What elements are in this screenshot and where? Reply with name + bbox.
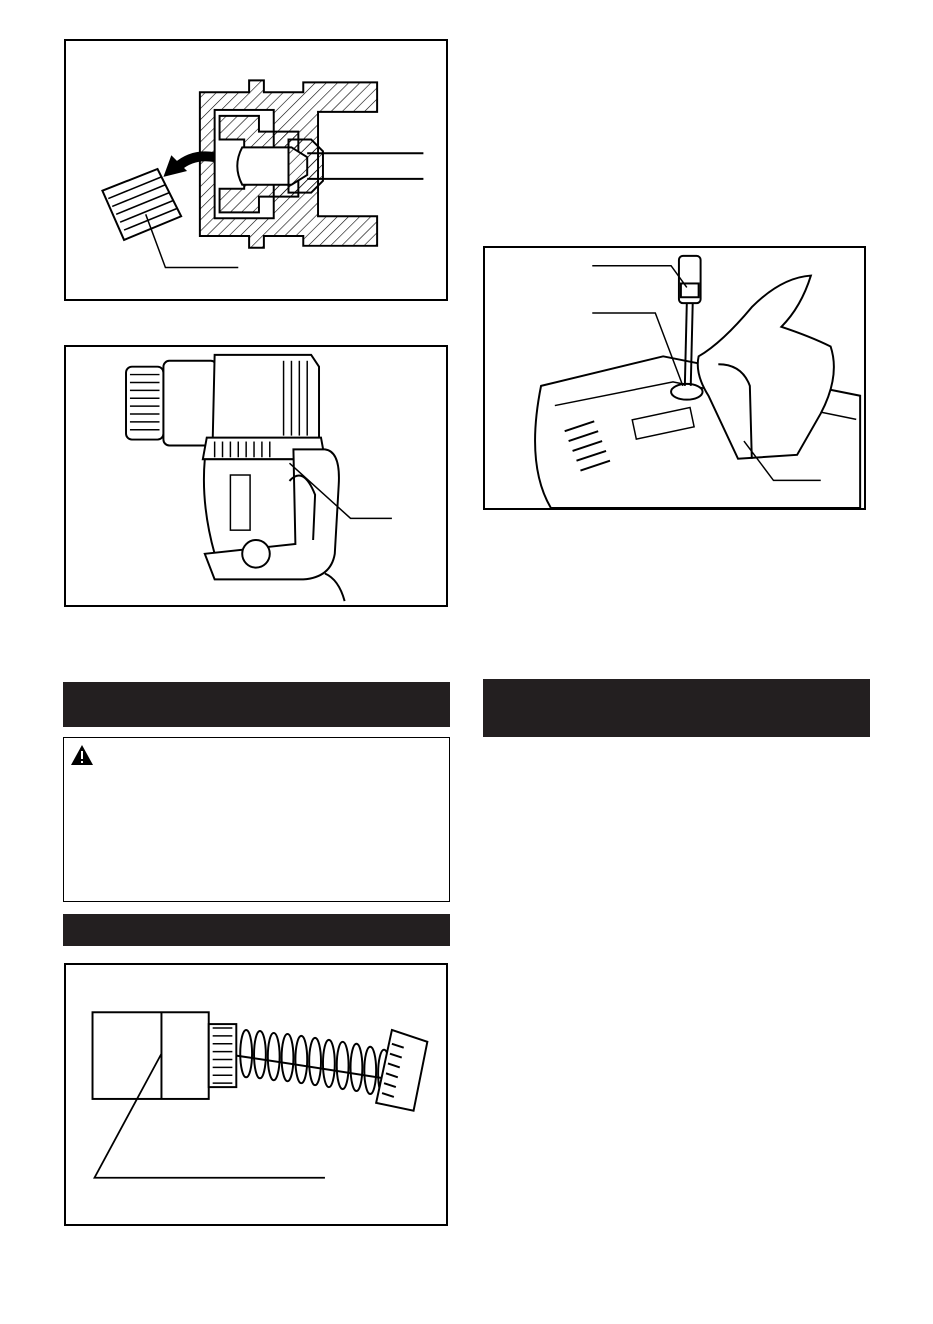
subsection-heading-bar-left bbox=[63, 914, 450, 946]
figure-screwdriver-cap bbox=[483, 246, 866, 510]
brush-holder-cap-icon bbox=[485, 248, 864, 508]
figure-bit-grease-section bbox=[64, 39, 448, 301]
spring-icon bbox=[236, 1030, 401, 1097]
chuck-cross-section-icon bbox=[66, 41, 446, 299]
figure-tool-side-view bbox=[64, 345, 448, 607]
figure-carbon-brush bbox=[64, 963, 448, 1226]
carbon-brush-icon bbox=[66, 965, 446, 1224]
grease-pad-icon bbox=[102, 169, 181, 240]
demolition-hammer-icon bbox=[66, 347, 446, 605]
warning-box bbox=[63, 737, 450, 902]
section-heading-bar-left bbox=[63, 682, 450, 727]
warning-triangle-icon bbox=[70, 744, 94, 766]
section-heading-bar-right bbox=[483, 679, 870, 737]
